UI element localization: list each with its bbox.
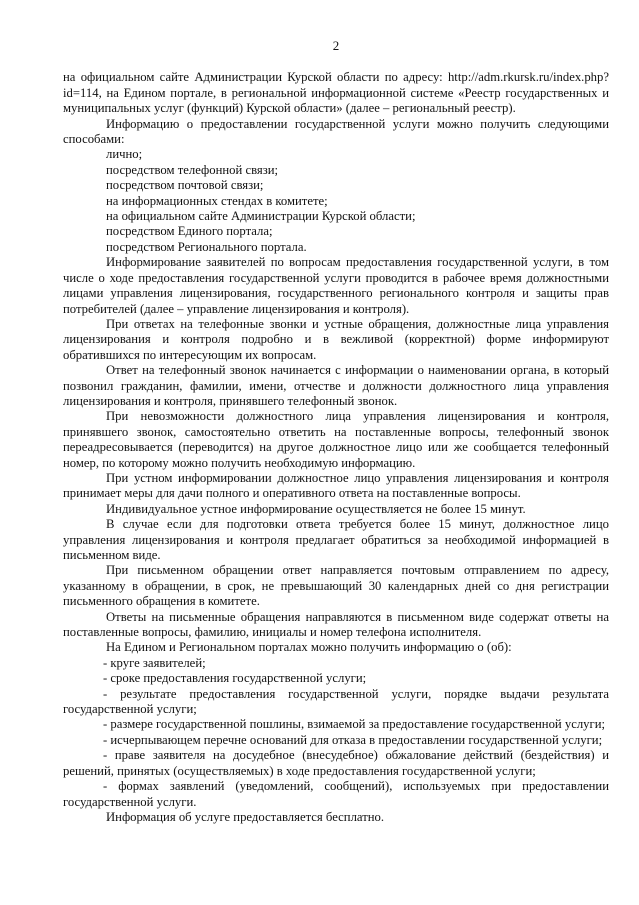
- list-item: посредством телефонной связи;: [106, 162, 279, 177]
- document-body: [63, 70, 609, 825]
- paragraph: на официальном сайте Администрации Курской области по адресу: http://adm.rkursk.ru/index.php?id=114, на Едином портале, в региональной информационной системе «Реестр государственных и муниципальных услуг (функций) Курской области» (далее – региональный реестр).: [63, 70, 609, 116]
- paragraph: При невозможности должностного лица управления лицензирования и контроля, принявшего звонок, самостоятельно ответить на поставленные вопросы, телефонный звонок переадресовывается (переводится) на другое должностное лицо или же сообщается телефонный номер, по которому можно получить необходимую информацию.: [63, 409, 609, 470]
- dash-list-item: - сроке предоставления государственной услуги;: [103, 671, 367, 686]
- list-item: посредством Регионального портала.: [106, 239, 307, 254]
- page-number: 2: [332, 38, 340, 53]
- paragraph: Ответы на письменные обращения направляются в письменном виде содержат ответы на поставленные вопросы, фамилию, инициалы и номер телефона исполнителя.: [63, 609, 609, 640]
- paragraph: На Едином и Региональном порталах можно получить информацию о (об):: [106, 640, 512, 655]
- paragraph: При ответах на телефонные звонки и устные обращения, должностные лица управления лицензирования и контроля подробно и в вежливой (корректной) форме информируют обратившихся по интересующим их вопросам.: [63, 316, 609, 362]
- paragraph: При письменном обращении ответ направляется почтовым отправлением по адресу, указанному в обращении, в срок, не превышающий 30 календарных дней со дня регистрации письменного обращения в комитете.: [63, 563, 609, 609]
- paragraph: Ответ на телефонный звонок начинается с информации о наименовании органа, в который позвонил гражданин, фамилии, имени, отчестве и должности должностного лица управления лицензирования и контроля, принявшего телефонный звонок.: [63, 363, 609, 408]
- list-item: на официальном сайте Администрации Курской области;: [106, 209, 416, 224]
- dash-list-item: - исчерпывающем перечне оснований для отказа в предоставлении государственной услуги;: [103, 732, 603, 747]
- paragraph: Информацию о предоставлении государственной услуги можно получить следующими способами:: [63, 116, 609, 147]
- paragraph: При устном информировании должностное лицо управления лицензирования и контроля принимает меры для дачи полного и оперативного ответа на поставленные вопросы.: [63, 470, 609, 501]
- paragraph: Информирование заявителей по вопросам предоставления государственной услуги, в том числе о ходе предоставления государственной услуги проводится в рабочее время должностными лицами управления лицензирования, государственного регионального контроля и защиты прав потребителей (далее – управление лицензирования и контроля).: [63, 255, 609, 316]
- dash-list-item: - размере государственной пошлины, взимаемой за предоставление государственной услуги;: [103, 717, 606, 732]
- list-item: на информационных стендах в комитете;: [106, 193, 328, 208]
- list-item: посредством Единого портала;: [106, 224, 273, 239]
- paragraph: Информация об услуге предоставляется бесплатно.: [106, 809, 385, 824]
- list-item: лично;: [106, 147, 143, 162]
- dash-list-item: - результате предоставления государственной услуги, порядке выдачи результата государственной услуги;: [63, 686, 609, 717]
- paragraph: Индивидуальное устное информирование осуществляется не более 15 минут.: [106, 501, 526, 516]
- list-item: посредством почтовой связи;: [106, 178, 264, 193]
- dash-list-item: - праве заявителя на досудебное (внесудебное) обжалование действий (бездействия) и решений, принятых (осуществляемых) в ходе предоставления государственной услуги;: [63, 748, 609, 778]
- paragraph: В случае если для подготовки ответа требуется более 15 минут, должностное лицо управления лицензирования и контроля предлагает обратиться за необходимой информацией в письменном виде.: [63, 517, 609, 562]
- dash-list-item: - круге заявителей;: [103, 655, 206, 670]
- dash-list-item: - формах заявлений (уведомлений, сообщений), используемых при предоставлении государственной услуги.: [63, 779, 609, 809]
